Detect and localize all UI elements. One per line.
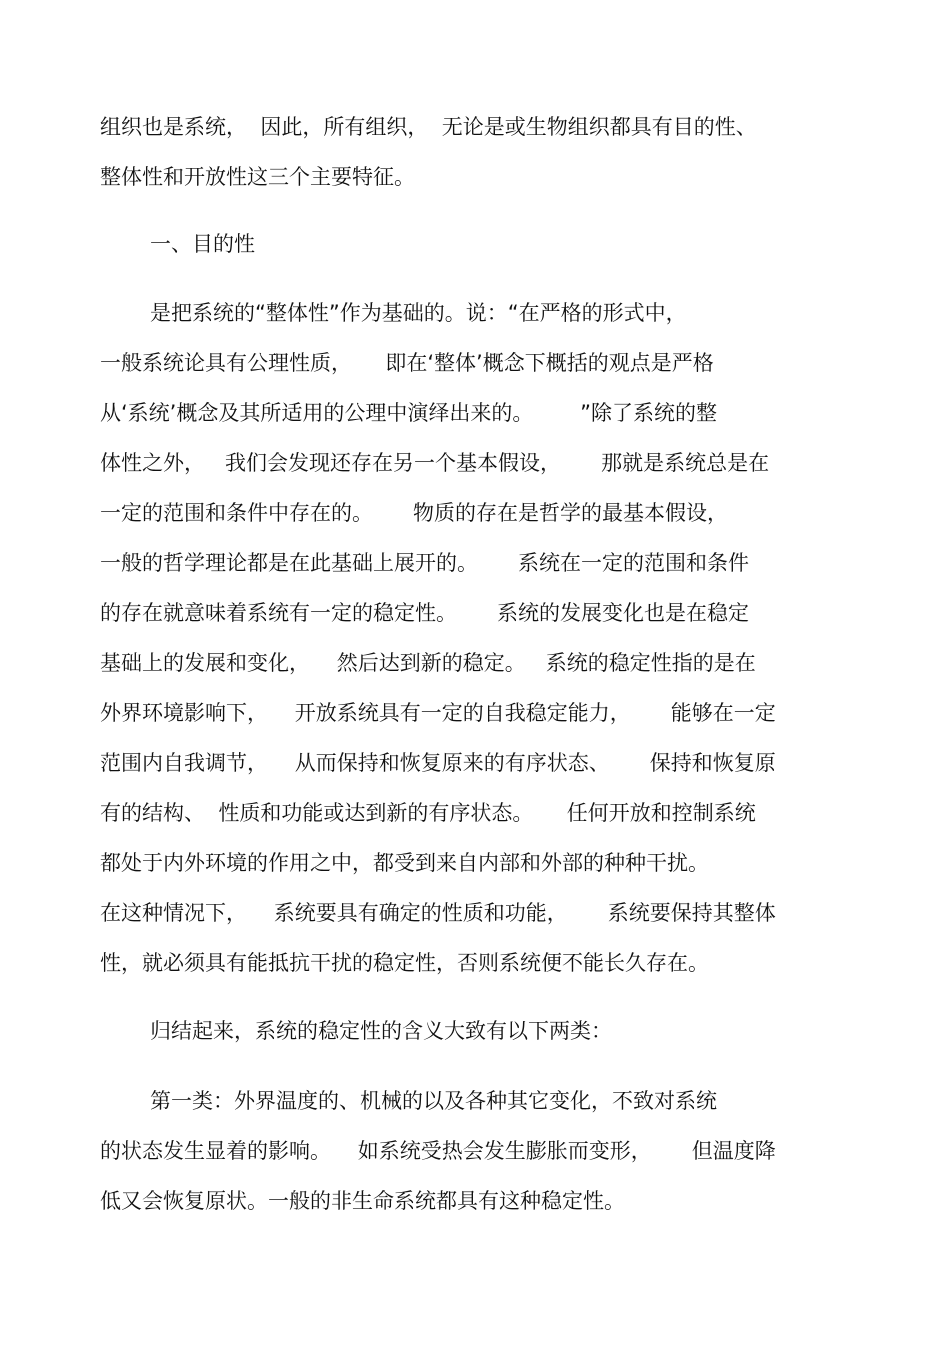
- paragraph-line: 一般的哲学理论都是在此基础上展开的。 系统在一定的范围和条件: [100, 551, 750, 575]
- paragraph-line: 一定的范围和条件中存在的。 物质的存在是哲学的最基本假设，: [100, 501, 729, 525]
- paragraph-line: 一般系统论具有公理性质， 即在‘整体’概念下概括的观点是严格: [100, 351, 714, 375]
- paragraph-line: 外界环境影响下， 开放系统具有一定的自我稳定能力， 能够在一定: [100, 701, 776, 725]
- paragraph-line: 的存在就意味着系统有一定的稳定性。 系统的发展变化也是在稳定: [100, 601, 750, 625]
- paragraph-line: 有的结构、 性质和功能或达到新的有序状态。 任何开放和控制系统: [100, 801, 756, 825]
- paragraph-line: 性，就必须具有能抵抗干扰的稳定性，否则系统便不能长久存在。: [100, 951, 709, 975]
- paragraph-line: 组织也是系统， 因此，所有组织， 无论是或生物组织都具有目的性、: [100, 115, 757, 139]
- paragraph-line: 低又会恢复原状。一般的非生命系统都具有这种稳定性。: [100, 1189, 625, 1213]
- paragraph-line: 范围内自我调节， 从而保持和恢复原来的有序状态、 保持和恢复原: [100, 751, 776, 775]
- paragraph-line: 都处于内外环境的作用之中，都受到来自内部和外部的种种干扰。: [100, 851, 709, 875]
- paragraph-line: 体性之外， 我们会发现还存在另一个基本假设， 那就是系统总是在: [100, 451, 770, 475]
- paragraph-line: 的状态发生显着的影响。 如系统受热会发生膨胀而变形， 但温度降: [100, 1139, 776, 1163]
- section-heading: 一、目的性: [150, 232, 255, 256]
- paragraph-line: 第一类：外界温度的、机械的以及各种其它变化，不致对系统: [150, 1089, 717, 1113]
- paragraph-line: 归结起来，系统的稳定性的含义大致有以下两类：: [150, 1019, 612, 1043]
- paragraph-line: 是把系统的“整体性”作为基础的。说：“在严格的形式中，: [150, 301, 687, 325]
- paragraph-line: 整体性和开放性这三个主要特征。: [100, 165, 415, 189]
- paragraph-line: 在这种情况下， 系统要具有确定的性质和功能， 系统要保持其整体: [100, 901, 776, 925]
- paragraph-line: 基础上的发展和变化， 然后达到新的稳定。 系统的稳定性指的是在: [100, 651, 756, 675]
- paragraph-line: 从‘系统’概念及其所适用的公理中演绎出来的。 ”除了系统的整: [100, 401, 717, 425]
